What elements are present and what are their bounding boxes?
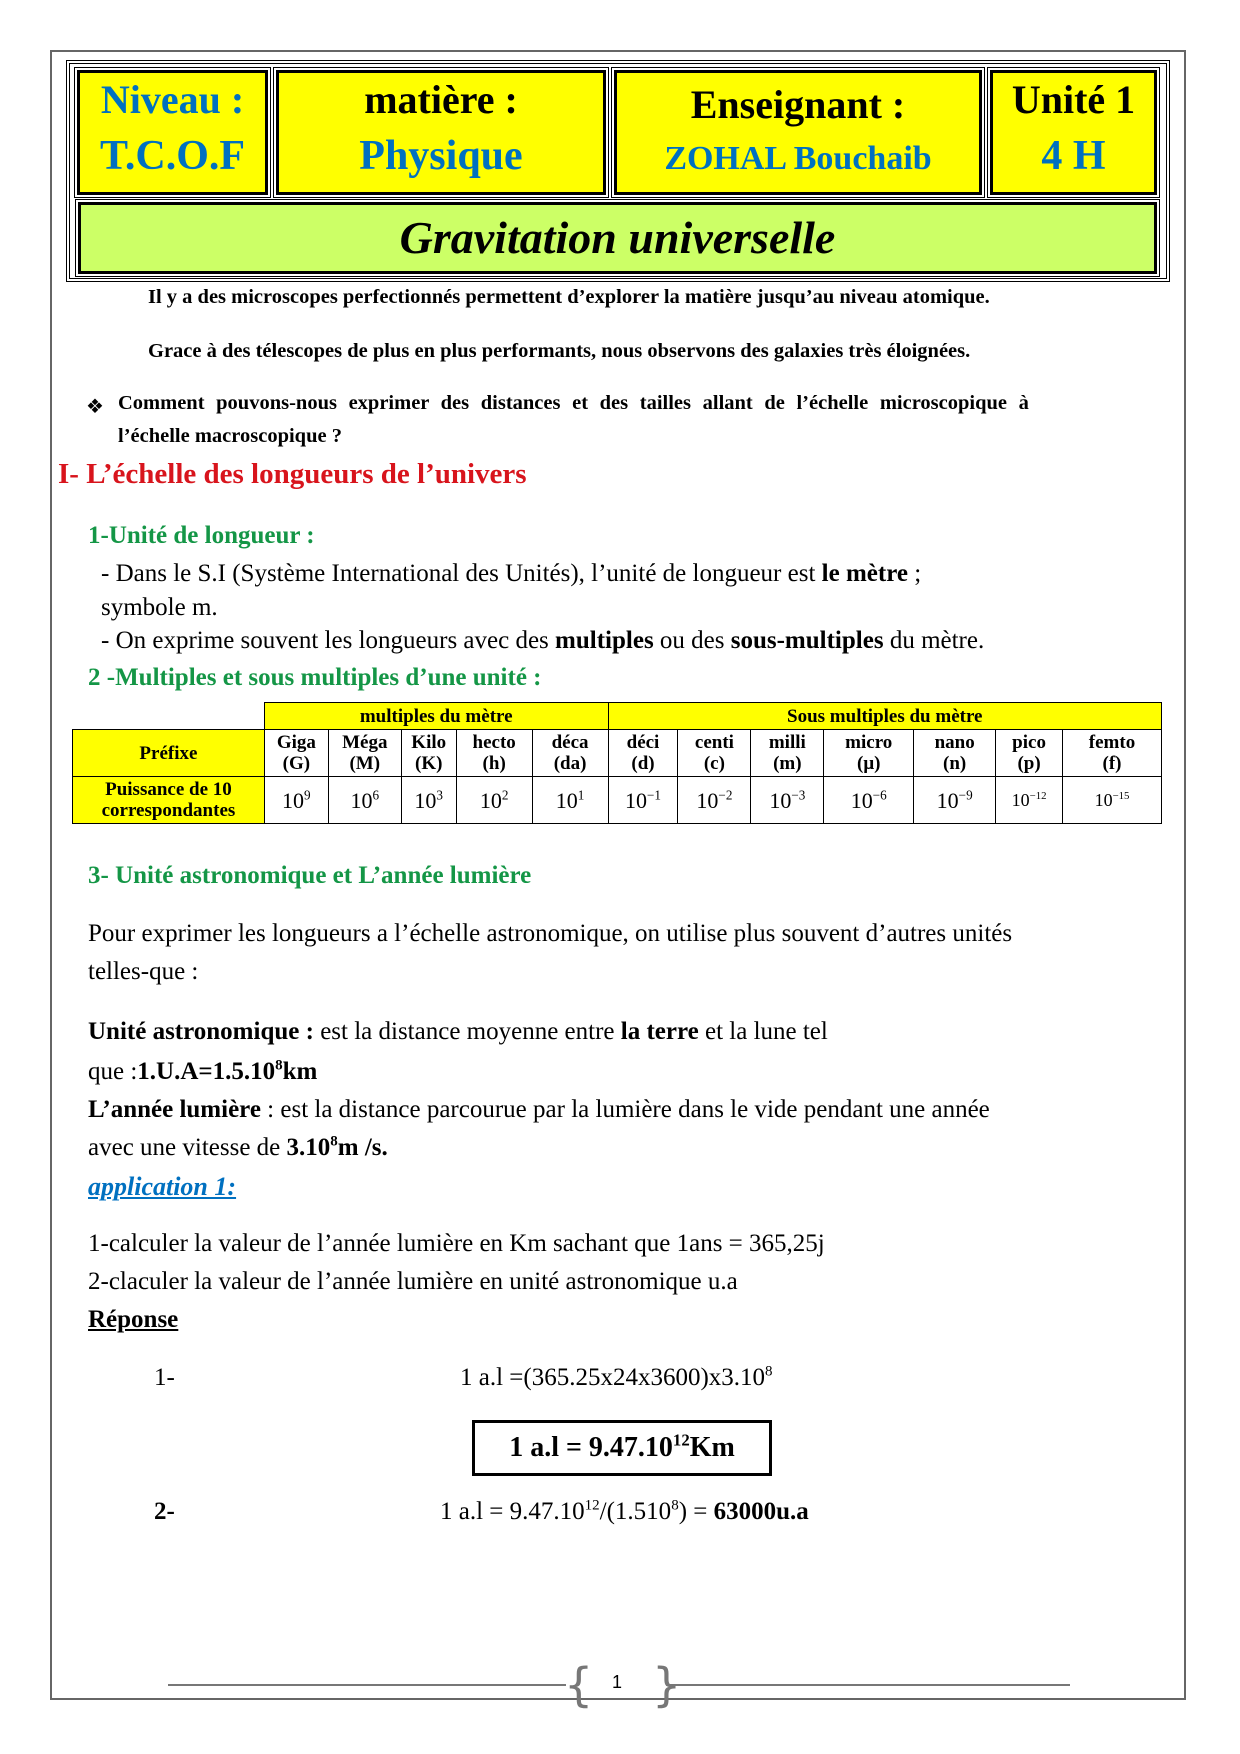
power-exponent: 9 bbox=[304, 787, 311, 803]
paragraph-multiples bbox=[101, 627, 984, 655]
si-text-meter: le mètre bbox=[821, 560, 908, 587]
ua-text-1: est la distance moyenne entre bbox=[313, 1018, 621, 1045]
ua-formula-a: 1.U.A=1.5.10 bbox=[137, 1058, 276, 1085]
power-base: 10 bbox=[555, 787, 578, 813]
niveau-label: Niveau : bbox=[100, 77, 245, 122]
al-speed-exp: 8 bbox=[330, 1133, 338, 1150]
niveau-box bbox=[77, 70, 268, 195]
power-base: 10 bbox=[282, 787, 305, 813]
prefix-symbol: (μ) bbox=[857, 753, 881, 774]
matiere-label: matière : bbox=[364, 77, 518, 122]
answer-2-b: /(1.510 bbox=[599, 1498, 672, 1525]
power-exponent: −15 bbox=[1112, 789, 1130, 802]
prefix-symbol: (d) bbox=[631, 753, 655, 774]
power-base: 10 bbox=[696, 787, 719, 813]
al-definition bbox=[88, 1096, 990, 1124]
prefix-name: Kilo bbox=[411, 732, 447, 753]
power-cell bbox=[914, 777, 996, 824]
table-empty-cell bbox=[73, 703, 265, 730]
al-text-2: avec une vitesse de bbox=[88, 1134, 287, 1161]
application-question-1: 1-calculer la valeur de l’année lumière en Km sachant que 1ans = 365,25j bbox=[88, 1230, 825, 1257]
power-label-l2: correspondantes bbox=[101, 800, 236, 821]
prefix-cell bbox=[824, 730, 914, 777]
answer-1-result-a: 1 a.l = 9.47.10 bbox=[509, 1432, 673, 1463]
ua-formula-exp: 8 bbox=[275, 1057, 283, 1074]
power-exponent: −9 bbox=[958, 787, 973, 803]
prefix-cell bbox=[751, 730, 824, 777]
matiere-box bbox=[276, 70, 606, 195]
power-exponent: −1 bbox=[646, 787, 661, 803]
prefix-cell bbox=[996, 730, 1063, 777]
al-speed-line bbox=[88, 1134, 388, 1162]
power-exponent: 1 bbox=[577, 787, 585, 803]
footer-rule-right bbox=[666, 1684, 1070, 1686]
prefix-cell bbox=[608, 730, 678, 777]
paragraph-si-symbol: symbole m. bbox=[101, 594, 218, 621]
power-exponent: −12 bbox=[1029, 789, 1047, 802]
ua-formula-b: km bbox=[282, 1058, 318, 1085]
power-cell bbox=[678, 777, 751, 824]
prefix-cell bbox=[678, 730, 751, 777]
al-speed-b: m /s. bbox=[337, 1134, 388, 1161]
power-label-l1: Puissance de 10 bbox=[105, 779, 232, 800]
power-base: 10 bbox=[350, 787, 373, 813]
prefix-symbol: (c) bbox=[703, 753, 725, 774]
power-exponent: −6 bbox=[872, 787, 887, 803]
diamond-bullet-icon: ❖ bbox=[86, 396, 104, 418]
group-multiples: multiples du mètre bbox=[264, 703, 608, 730]
footer-bracket-left: { bbox=[564, 1658, 594, 1712]
power-base: 10 bbox=[1011, 789, 1030, 810]
prefix-name: centi bbox=[694, 732, 734, 753]
prefix-cell bbox=[1063, 730, 1162, 777]
table-power-row bbox=[73, 777, 1162, 824]
table-prefix-row bbox=[73, 730, 1162, 777]
reponse-heading: Réponse bbox=[88, 1306, 179, 1333]
prefix-symbol: (h) bbox=[482, 753, 506, 774]
prefix-symbol: (M) bbox=[349, 753, 381, 774]
section-title: I- L’échelle des longueurs de l’univers bbox=[58, 458, 527, 490]
intro-line-1: Il y a des microscopes perfectionnés permettent d’explorer la matière jusqu’au niveau atomique. bbox=[148, 286, 990, 308]
subsection-3-title: 3- Unité astronomique et L’année lumière bbox=[88, 862, 532, 889]
prefix-symbol: (n) bbox=[943, 753, 967, 774]
application-question-2: 2-claculer la valeur de l’année lumière en unité astronomique u.a bbox=[88, 1268, 738, 1295]
footer-rule-left bbox=[168, 1684, 566, 1686]
power-cell bbox=[608, 777, 678, 824]
group-sous-multiples: Sous multiples du mètre bbox=[608, 703, 1161, 730]
ua-text-2: et la lune tel bbox=[698, 1018, 828, 1045]
si-text-a: - Dans le S.I (Système International des Unités), l’unité de longueur est bbox=[101, 560, 822, 587]
answer-1-formula-exp: 8 bbox=[765, 1363, 773, 1380]
prefix-name: nano bbox=[934, 732, 975, 753]
prefix-symbol: (f) bbox=[1102, 753, 1122, 774]
prefix-symbol: (G) bbox=[282, 753, 311, 774]
prefix-symbol: (p) bbox=[1017, 753, 1041, 774]
prefix-name: milli bbox=[768, 732, 806, 753]
enseignant-box bbox=[614, 70, 982, 195]
power-cell bbox=[751, 777, 824, 824]
prefix-symbol: (m) bbox=[773, 753, 802, 774]
answer-1-formula bbox=[460, 1364, 773, 1392]
prefix-name: femto bbox=[1088, 732, 1136, 753]
unite-label: Unité 1 bbox=[1011, 77, 1136, 122]
power-cell bbox=[264, 777, 328, 824]
ua-que: que : bbox=[88, 1058, 138, 1085]
answer-2-number: 2- bbox=[154, 1498, 175, 1525]
power-base: 10 bbox=[479, 787, 502, 813]
power-row-label bbox=[73, 777, 265, 824]
power-cell bbox=[1063, 777, 1162, 824]
mult-text-c: ou des bbox=[653, 627, 731, 654]
prefix-cell bbox=[328, 730, 401, 777]
page-title: Gravitation universelle bbox=[78, 202, 1157, 274]
answer-1-formula-text: 1 a.l =(365.25x24x3600)x3.10 bbox=[460, 1364, 766, 1391]
al-text: : est la distance parcourue par la lumière dans le vide pendant une année bbox=[260, 1096, 990, 1123]
question-line-1: Comment pouvons-nous exprimer des distances et des tailles allant de l’échelle microscopique à bbox=[118, 392, 1029, 414]
prefix-table bbox=[72, 702, 1162, 824]
prefix-name: déca bbox=[551, 732, 589, 753]
prefix-cell bbox=[401, 730, 456, 777]
prefix-name: hecto bbox=[472, 732, 516, 753]
power-base: 10 bbox=[850, 787, 873, 813]
prefix-symbol: (da) bbox=[553, 753, 587, 774]
answer-1-result-exp: 12 bbox=[672, 1430, 690, 1450]
enseignant-label: Enseignant : bbox=[690, 82, 906, 127]
answer-2-exp2: 8 bbox=[671, 1497, 679, 1514]
answer-1-result-box bbox=[472, 1420, 772, 1476]
prefix-row-label: Préfixe bbox=[73, 730, 265, 777]
power-cell bbox=[401, 777, 456, 824]
mult-text-multiples: multiples bbox=[555, 627, 654, 654]
power-base: 10 bbox=[936, 787, 959, 813]
prefix-name: Méga bbox=[342, 732, 388, 753]
question-line-2: l’échelle macroscopique ? bbox=[118, 425, 342, 447]
al-speed bbox=[287, 1134, 388, 1161]
prefix-cell bbox=[914, 730, 996, 777]
answer-2-formula bbox=[440, 1498, 809, 1526]
prefix-cell bbox=[532, 730, 608, 777]
answer-2-c: ) = bbox=[678, 1498, 714, 1525]
power-exponent: 2 bbox=[501, 787, 509, 803]
power-base: 10 bbox=[624, 787, 647, 813]
ua-formula-line bbox=[88, 1058, 317, 1086]
prefix-symbol: (K) bbox=[415, 753, 443, 774]
prefix-cell bbox=[456, 730, 532, 777]
footer-bracket-right: } bbox=[652, 1658, 682, 1712]
al-label: L’année lumière bbox=[88, 1096, 261, 1123]
astro-intro-line-2: telles-que : bbox=[88, 958, 199, 985]
prefix-name: Giga bbox=[276, 732, 316, 753]
si-text-c: ; bbox=[907, 560, 922, 587]
mult-text-sous: sous-multiples bbox=[730, 627, 884, 654]
unite-box bbox=[990, 70, 1157, 195]
intro-line-2: Grace à des télescopes de plus en plus performants, nous observons des galaxies très éloignées. bbox=[148, 340, 971, 362]
ua-terre: la terre bbox=[620, 1018, 699, 1045]
subsection-1-title: 1-Unité de longueur : bbox=[88, 522, 315, 549]
power-exponent: 6 bbox=[372, 787, 380, 803]
niveau-value: T.C.O.F bbox=[99, 133, 246, 179]
power-exponent: −2 bbox=[718, 787, 733, 803]
ua-label: Unité astronomique : bbox=[88, 1018, 314, 1045]
prefix-name: pico bbox=[1012, 732, 1046, 753]
matiere-value: Physique bbox=[359, 133, 523, 179]
table-group-row bbox=[73, 703, 1162, 730]
answer-2-a: 1 a.l = 9.47.10 bbox=[440, 1498, 585, 1525]
power-cell bbox=[824, 777, 914, 824]
application-title: application 1: bbox=[88, 1172, 237, 1201]
page-number: 1 bbox=[612, 1672, 623, 1692]
power-cell bbox=[456, 777, 532, 824]
prefix-name: micro bbox=[845, 732, 893, 753]
power-exponent: 3 bbox=[436, 787, 444, 803]
power-base: 10 bbox=[1094, 789, 1113, 810]
astro-intro-line-1: Pour exprimer les longueurs a l’échelle astronomique, on utilise plus souvent d’autres unités bbox=[88, 920, 1013, 947]
mult-text-a: - On exprime souvent les longueurs avec des bbox=[101, 627, 556, 654]
power-cell bbox=[328, 777, 401, 824]
power-cell bbox=[996, 777, 1063, 824]
unite-value: 4 H bbox=[1041, 133, 1106, 179]
subsection-2-title: 2 -Multiples et sous multiples d’une unité : bbox=[88, 664, 542, 691]
mult-text-e: du mètre. bbox=[883, 627, 985, 654]
power-exponent: −3 bbox=[791, 787, 806, 803]
al-speed-a: 3.10 bbox=[286, 1134, 331, 1161]
ua-formula bbox=[137, 1058, 317, 1085]
enseignant-value: ZOHAL Bouchaib bbox=[664, 140, 932, 177]
power-base: 10 bbox=[769, 787, 792, 813]
answer-1-number: 1- bbox=[154, 1364, 175, 1391]
power-cell bbox=[532, 777, 608, 824]
answer-2-result: 63000u.a bbox=[713, 1498, 809, 1525]
answer-2-exp1: 12 bbox=[584, 1497, 600, 1514]
power-base: 10 bbox=[414, 787, 437, 813]
answer-1-result-b: Km bbox=[689, 1432, 735, 1463]
ua-definition bbox=[88, 1018, 828, 1046]
paragraph-si-unit bbox=[101, 560, 921, 588]
prefix-name: déci bbox=[626, 732, 660, 753]
prefix-cell bbox=[264, 730, 328, 777]
